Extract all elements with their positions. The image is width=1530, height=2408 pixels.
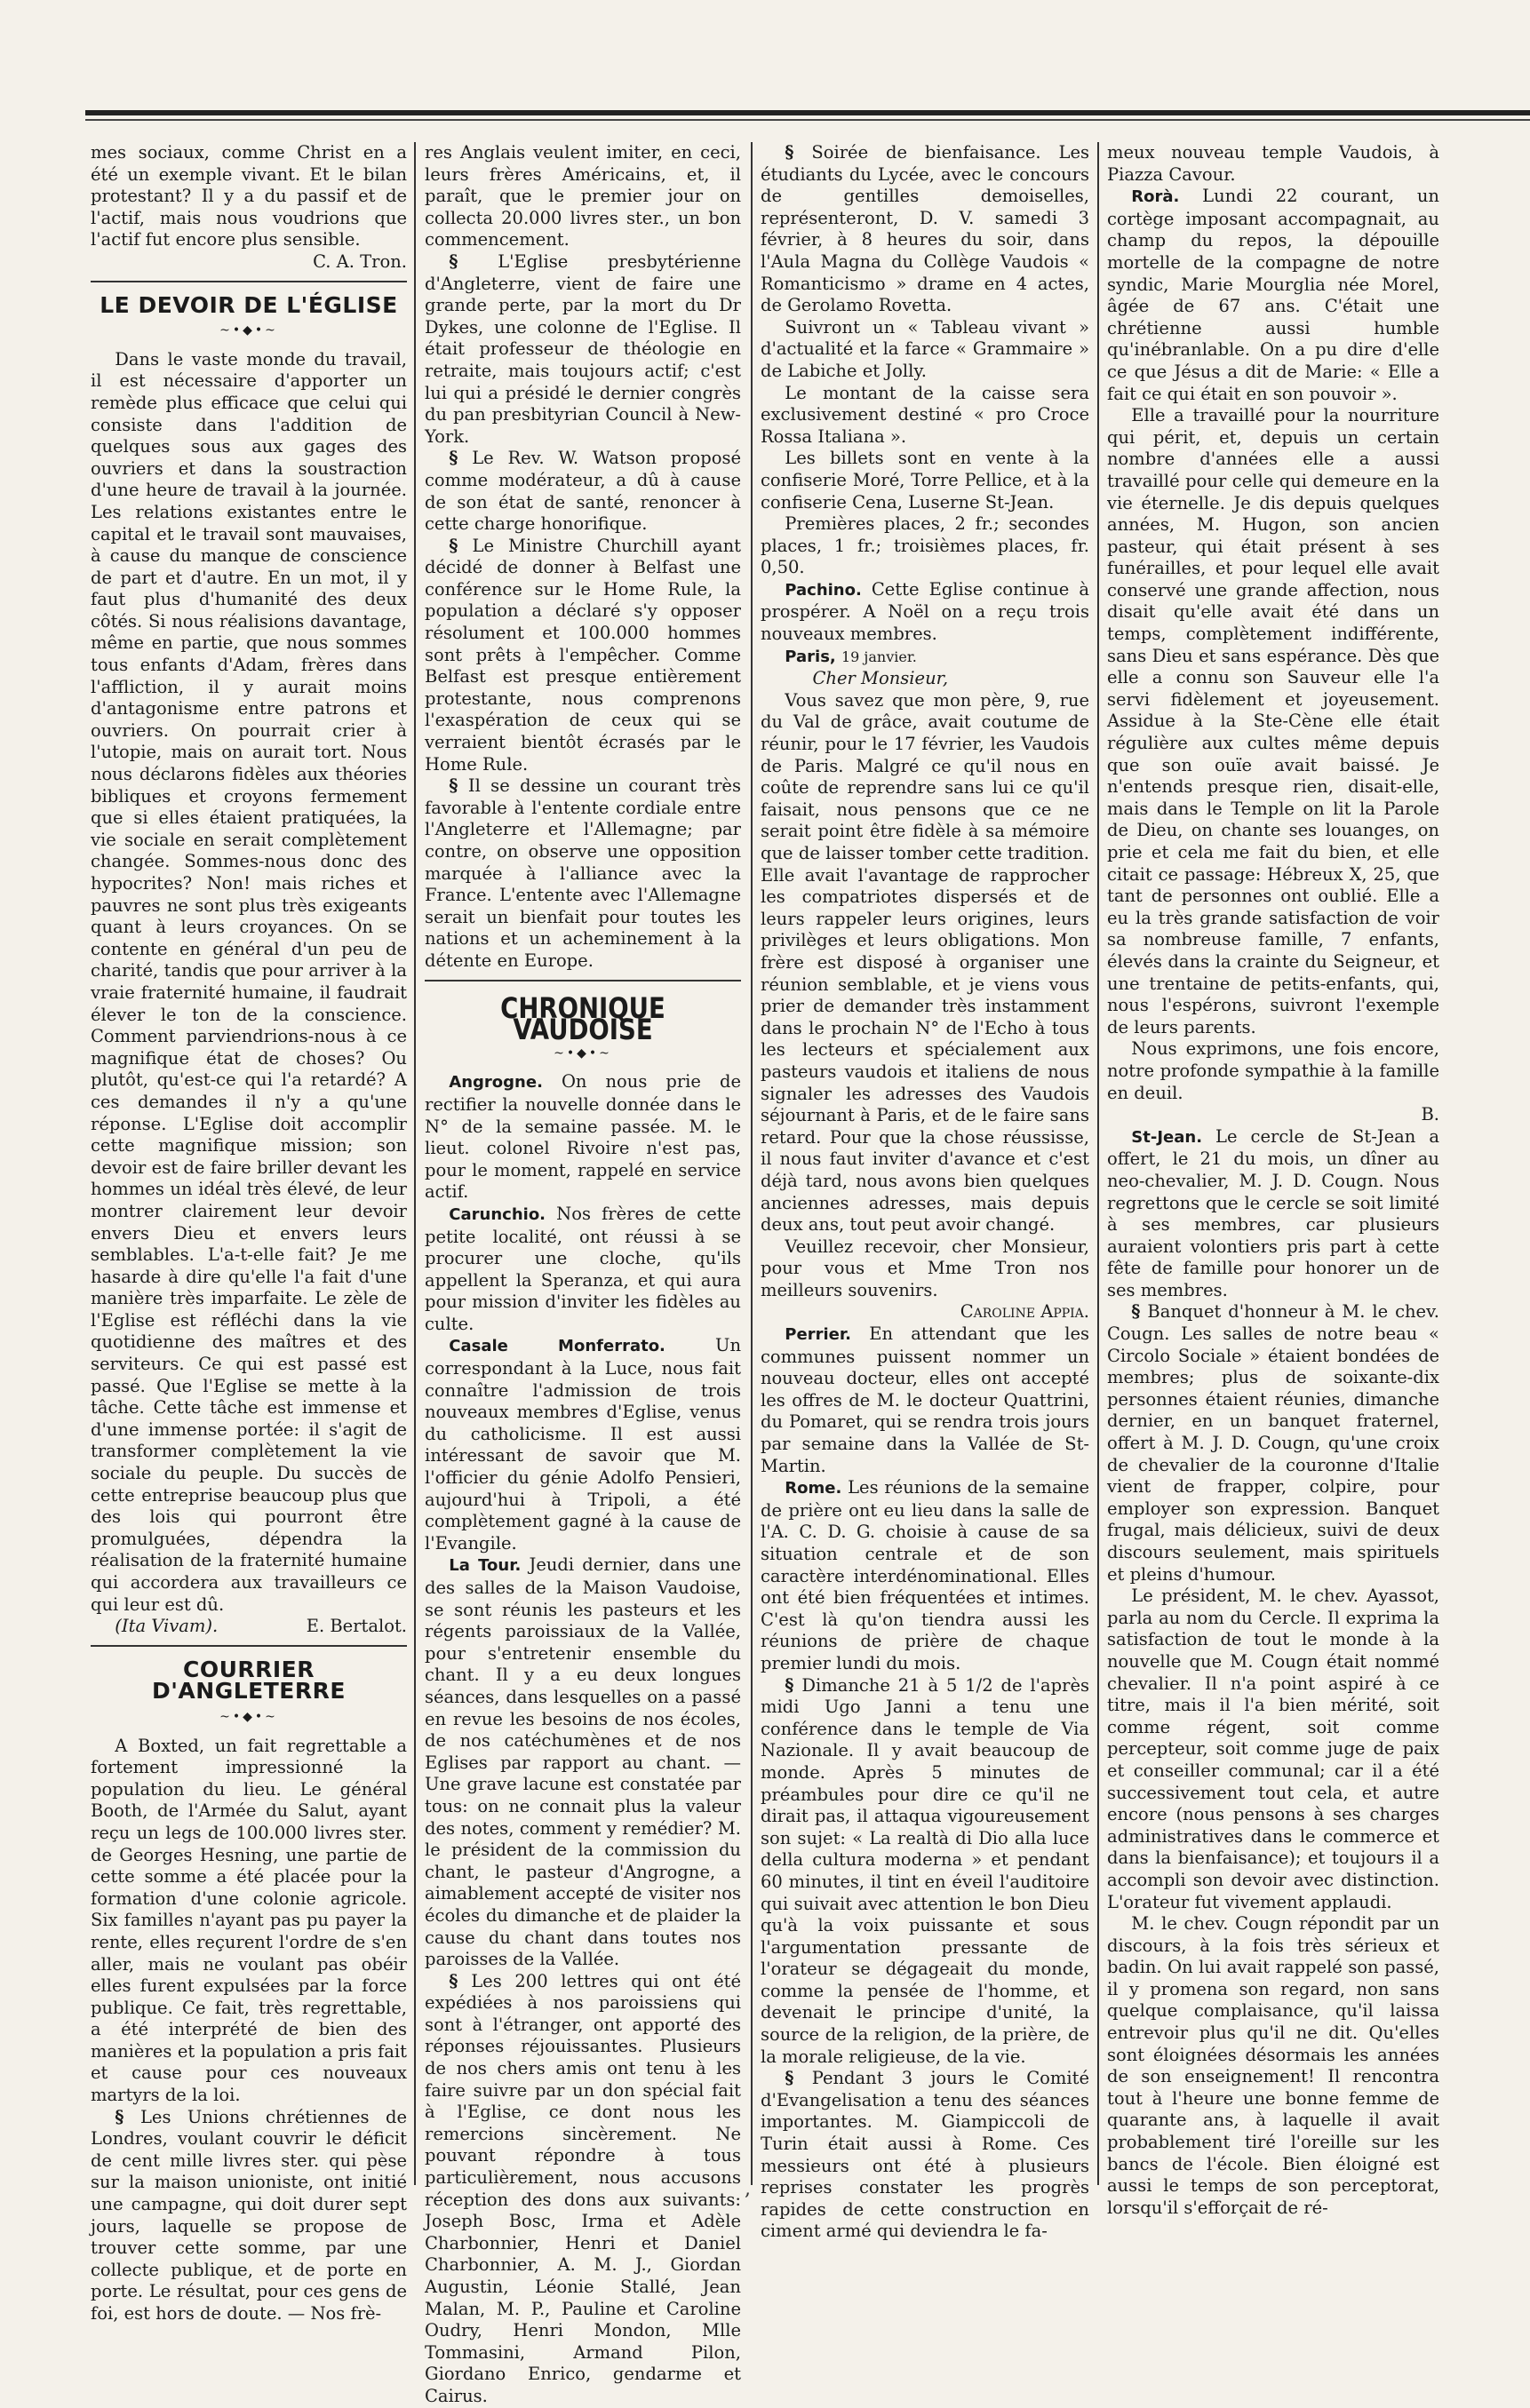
news-item: Premières places, 2 fr.; secondes places, 1 fr.; troisièmes places, fr. 0,50.	[761, 513, 1089, 578]
print-mark: ,	[745, 2178, 751, 2200]
article-text: mes sociaux, comme Christ en a été un exemple vivant. Et le bilan protestant? Il y a du passif et de l'actif, mais nous voudrions que l'actif fut encore plus sensible.	[91, 142, 407, 250]
article-text: § Le Ministre Churchill ayant décidé de donner à Belfast une conférence sur le Home Rule, la population a déclaré s'y opposer résolument et 100.000 hommes sont prêts à l'empêcher. Comme Belfast est presque entièrement protestante, nous comprenons l'exaspération de ceux qui se verraient bientôt écrasés par le Home Rule.	[425, 535, 742, 775]
signature: C. A. Tron.	[313, 250, 407, 272]
column-2	[425, 142, 742, 2406]
article-text: § Le Rev. W. Watson proposé comme modérateur, a dû à cause de son état de santé, renoncer à cette charge honorifique.	[425, 448, 742, 535]
news-item: Rome. Les réunions de la semaine de prière ont eu lieu dans la salle de l'A. C. D. G. choisie à cause de sa situation centrale et de son caractère interdénominational. Elles ont été bien fréquentées et intimes. C'est là qu'on tiendra aussi les réunions de prière de chaque premier lundi du mois.	[761, 1477, 1090, 1673]
article-text: A Boxted, un fait regrettable a fortement impressionné la population du lieu. Le général Booth, de l'Armée du Salut, ayant reçu un legs de 100.000 livres ster. de Georges Hesning, une partie de cette somme a été placée pour la formation d'une colonie agricole. Six familles n'ayant pas pu payer la rente, elles reçurent l'ordre de s'en aller, mais ne voulant pas obéir elles furent expulsées par la force publique. Ce fait, très regrettable, a été interprété de bien des manières et la population a pris fait et cause pour ces nouveaux martyrs de la loi.	[91, 1735, 407, 2106]
source: (Ita Vivam).	[115, 1616, 219, 1637]
article-heading: LE DEVOIR DE L'ÉGLISE	[100, 291, 398, 318]
letter-text: Vous savez que mon père, 9, rue du Val de grâce, avait coutume de réunir, pour le 17 février, les Vaudois de Paris. Malgré ce qu'il nous en coûte de reprendre sans lui ce qu'il faisait, nous pensons que ce ne serait point être fidèle à sa mémoire que de laisser tomber cette tradition. Elle avait l'avantage de rapprocher les compatriotes dispersés et de leurs rappeler leurs origines, leurs privilèges et leurs obligations. Mon frère est disposé à organiser une réunion semblable, et je viens vous prier de demander très instamment dans le prochain N° de l'Echo à tous les lecteurs et spécialement aux pasteurs vaudois et italiens de nous signaler les adresses des Vaudois séjournant à Paris, et de le faire sans retard. Pour que la chose réussisse, il nous faut inviter d'avance et c'est déjà tard, nous avons bien quelques anciennes adresses, mais depuis deux ans, tout peut avoir changé.	[761, 689, 1089, 1236]
news-item: Perrier. En attendant que les communes puissent nommer un nouveau docteur, elles ont accepté les offres de M. le docteur Quattrini, du Pomaret, qui se rendra trois jours par semaine dans la Vallée de St-Martin.	[761, 1323, 1090, 1476]
signature: E. Bertalot.	[306, 1616, 407, 1637]
article-text: § Les Unions chrétiennes de Londres, voulant couvrir le déficit de cent mille livres ster. qui pèse sur la maison unioniste, ont initié une campagne, qui doit durer sept jours, laquelle se propose de trouver cette somme, par une collecte publique, et de porte en porte. Le résultat, pour ces gens de foi, est hors de doute. — Nos frè-	[91, 2106, 407, 2324]
top-rule	[85, 110, 1530, 115]
paragraph-mark-icon: §	[449, 250, 458, 272]
signature-line	[761, 1301, 1089, 1323]
article-text: res Anglais veulent imiter, en ceci, leurs frères Américains, et, il paraît, que le premier jour on collecta 20.000 livres ster., un bon commencement.	[425, 142, 741, 250]
ornament-icon: ~•◆•~	[219, 323, 278, 338]
signature: Caroline Appia.	[960, 1301, 1089, 1323]
news-item: § Les 200 lettres qui ont été expédiées à nos paroissiens qui sont à l'étranger, ont apporté des réponses réjouissantes. Plusieurs de nos chers amis ont tenu à les faire suivre par un don spécial fait à l'Eglise, ce dont nous les remercions sincèrement. Ne pouvant répondre à tous particulièrement, nous accusons réception des dons aux suivants: Joseph Bosc, Irma et Adèle Charbonnier, Henri et Daniel Charbonnier, A. M. J., Giordan Augustin, Léonie Stallé, Jean Malan, M. P., Pauline et Caroline Oudry, Henri Mondon, Mlle Tommasini, Armand Pilon, Giordano Enrico, gendarme et Cairus.	[425, 1970, 742, 2406]
news-item: § Pendant 3 jours le Comité d'Evangelisation a tenu des séances importantes. M. Giampiccoli de Turin était aussi à Rome. Ces messieurs ont été à plusieurs reprises constater les progrès rapides de cette construction en ciment armé qui deviendra le fa-	[761, 2068, 1090, 2242]
news-item: Angrogne. On nous prie de rectifier la nouvelle donnée dans le N° de la semaine passée. M. le lieut. colonel Rivoire n'est pas, pour le moment, rappelé en service actif.	[425, 1071, 741, 1203]
news-item: M. le chev. Cougn répondit par un discours, à la fois très sérieux et badin. On lui avait rappelé son passé, il y promena son regard, non sans quelque complaisance, qu'il laissa entrevoir plus qu'il ne dit. Qu'elles sont éloignées désormais les années de son enseignement! Il rencontra tout à l'heure une bonne femme de quarante ans, à laquelle il avait probablement tiré l'oreille sur les bancs de l'école. Bien éloigné est aussi le temps de son perceptorat, lorsqu'il s'efforçait de ré-	[1107, 1913, 1439, 2218]
column-3	[761, 142, 1090, 2242]
news-item: La Tour. Jeudi dernier, dans une des salles de la Maison Vaudoise, se sont réunis les pasteurs et les régents paroissiaux de la Vallée, pour s'entretenir ensemble du chant. Il y a eu deux longues séances, dans lesquelles on a passé en revue les besoins de nos écoles, de nos catéchumènes et de nos Eglises par rapport au chant. — Une grave lacune est constatée par tous: on ne connait plus la valeur des notes, comment y remédier? M. le président de la commission du chant, le pasteur d'Angrogne, a aimablement accepté de visiter nos écoles du dimanche et de plaider la cause du chant dans toutes nos paroisses de la Vallée.	[425, 1554, 741, 1970]
ornament-icon: ~•◆•~	[554, 1045, 612, 1061]
column-divider	[1097, 142, 1099, 2185]
section-heading: CHRONIQUE VAUDOISE	[500, 990, 665, 1047]
signature-line	[1107, 1104, 1439, 1126]
paragraph-mark-icon: §	[785, 2068, 794, 2089]
news-item: Casale Monferrato. Un correspondant à la Luce, nous fait connaître l'admission de trois nouveaux membres d'Eglise, venus du catholicisme. Il est aussi intéressant de savoir que M. l'officier du génie Adolfo Pensieri, aujourd'hui à Tripoli, a été complètement gagné à la cause de l'Evangile.	[425, 1335, 742, 1554]
news-item: meux nouveau temple Vaudois, à Piazza Cavour.	[1107, 142, 1439, 185]
section-rule	[91, 281, 407, 282]
news-item: Carunchio. Nos frères de cette petite localité, ont réussi à se procurer une cloche, qu'ils appellent la Speranza, et qui aura pour mission d'inviter les fidèles au culte.	[425, 1203, 741, 1334]
paragraph-mark-icon: §	[785, 142, 794, 163]
news-item: Les billets sont en vente à la confiserie Moré, Torre Pellice, et à la confiserie Cena, Luserne St-Jean.	[761, 448, 1089, 513]
news-item: Le président, M. le chev. Ayassot, parla au nom du Cercle. Il exprima la satisfaction de tout le monde à la nouvelle que M. Cougn était nommé chevalier. Il n'a point aspiré à ce titre, mais il l'a bien mérité, soit comme régent, soit comme percepteur, soit comme juge de paix et conseiller communal; car il a été successivement tout cela, et autre encore (nous pensons à ses charges administratives dans le commerce et dans la bienfaisance); et toujours il a accompli son devoir avec distinction. L'orateur fut vivement applaudi.	[1107, 1585, 1439, 1912]
article-text: § L'Eglise presbytérienne d'Angleterre, vient de faire une grande perte, par la mort du Dr Dykes, une colonne de l'Eglise. Il était professeur de théologie en retraite, mais toujours actif; c'est lui qui a présidé le dernier congrès du pan presbityrian Council à New-York.	[425, 250, 741, 447]
news-item: Suivront un « Tableau vivant » d'actualité et la farce « Grammaire » de Labiche et Jolly.	[761, 316, 1089, 381]
news-item: Pachino. Cette Eglise continue à prospérer. A Noël on a reçu trois nouveaux membres.	[761, 578, 1089, 645]
news-item: Elle a travaillé pour la nourriture qui périt, et, depuis un certain nombre d'années elle a aussi travaillé pour celle qui demeure en la vie éternelle. Je dis depuis quelques années, M. Hugon, son ancien pasteur, qui était présent à ses funérailles, et pour lequel elle avait conservé une grande affection, nous disait qu'elle avait été dans un temps, complètement indifférente, sans Dieu et sans espérance. Dès que elle a connu son Sauveur elle l'a servi fidèlement et joyeusement. Assidue à la Ste-Cène elle était régulière aux cultes même depuis que son ouïe avait baissé. Je n'entends presque rien, disait-elle, mais dans le Temple on lit la Parole de Dieu, on chante ses louanges, on prie et cela me fait du bien, et elle citait ce passage: Hébreux X, 25, que tant de personnes ont oublié. Elle a eu la très grande satisfaction de voir sa nombreuse famille, 7 enfants, élevés dans la crainte du Seigneur, et une trentaine de petits-enfants, qui, nous l'espérons, suivront l'exemple de leurs parents.	[1107, 405, 1439, 1037]
article-text: § Il se dessine un courant très favorable à l'entente cordiale entre l'Angleterre et l'Allemagne; par contre, on observe une opposition marquée à l'alliance avec la France. L'entente avec l'Allemagne serait un bienfait pour toutes les nations et un acheminement à la détente en Europe.	[425, 775, 741, 971]
column-divider	[414, 142, 416, 2185]
paragraph-mark-icon: §	[449, 535, 458, 556]
news-item: Nous exprimons, une fois encore, notre profonde sympathie à la famille en deuil.	[1107, 1038, 1439, 1103]
news-item: § Banquet d'honneur à M. le chev. Cougn. Les salles de notre beau « Circolo Sociale » étaient bondées de membres; plus de soixante-dix personnes étaient réunies, dimanche dernier, en un banquet fraternel, offert à M. J. D. Cougn, qu'une croix de chevalier de la couronne d'Italie vient de frapper, colpire, pour employer son expression. Banquet frugal, mais délicieux, suivi de deux discours seulement, mais spirituels et pleins d'humour.	[1107, 1301, 1440, 1585]
paragraph-mark-icon: §	[449, 1970, 458, 1991]
top-rule-thin	[85, 119, 1530, 121]
paragraph-mark-icon: §	[785, 1674, 794, 1696]
paragraph-mark-icon: §	[449, 775, 458, 797]
ornament-icon: ~•◆•~	[219, 1709, 278, 1724]
letter-text: Veuillez recevoir, cher Monsieur, pour vous et Mme Tron nos meilleurs souvenirs.	[761, 1236, 1089, 1300]
signature: B.	[1421, 1104, 1439, 1125]
signature-line	[91, 1616, 407, 1638]
section-rule	[91, 1645, 407, 1647]
news-item: Paris, 19 janvier.	[785, 647, 917, 666]
paragraph-mark-icon: §	[115, 2106, 124, 2127]
column-divider	[751, 142, 753, 2185]
paragraph-mark-icon: §	[449, 448, 458, 469]
news-item: St-Jean. Le cercle de St-Jean a offert, le 21 du mois, un dîner au neo-chevalier, M. J. D. Cougn. Nous regrettons que le cercle se soit limité à ses membres, car plusieurs auraient volontiers pris part à cette fête de famille pour honorer un de ses membres.	[1107, 1125, 1439, 1300]
news-item: Rorà. Lundi 22 courant, un cortège imposant accompagnait, au champ du repos, la dépouille mortelle de la compagne de notre syndic, Marie Mourglia née Morel, âgée de 67 ans. C'était une chrétienne aussi humble qu'inébranlable. On a pu dire d'elle ce que Jésus a dit de Marie: « Elle a fait ce qui était en son pouvoir ».	[1107, 186, 1439, 404]
news-item: § Dimanche 21 à 5 1/2 de l'après midi Ugo Janni a tenu une conférence dans le temple de Via Nazionale. Il y avait beaucoup de monde. Après 5 minutes de préambules pour dire ce qu'il ne dirait pas, il attaqua vigoureusement son sujet: « La realtà di Dio alla luce della cultura moderna » et pendant 60 minutes, il tint en éveil l'auditoire qui suivait avec attention le bon Dieu qu'à la voix puissante et sous l'argumentation pressante de l'orateur se dégageait du monde, comme la pensée de l'homme, et devenait le principe d'unité, la source de la religion, de la prière, de la morale religieuse, de la vie.	[761, 1674, 1089, 2067]
article-text: Dans le vaste monde du travail, il est nécessaire d'apporter un remède plus efficace que celui qui consiste dans l'addition de quelques sous aux gages des ouvriers et dans la soustraction d'une heure de travail à la journée. Les relations existantes entre le capital et le travail sont mauvaises, à cause du manque de conscience de part et d'autre. En un mot, il y faut plus d'humanité des deux côtés. Si nous réalisions davantage, même en partie, que nous sommes tous enfants d'Adam, frères dans l'affliction, il y aurait moins d'antagonisme entre patrons et ouvriers. On pourrait crier à l'utopie, mais on aurait tort. Nous nous déclarons fidèles aux théories bibliques et croyons fermement que si elles étaient pratiquées, la vie sociale en serait complètement changée. Sommes-nous donc des hypocrites? Non! mais riches et pauvres ne sont plus très exigeants quant à leurs croyances. On se contente en général d'un peu de charité, tandis que pour arriver à la vraie fraternité humaine, il faudrait élever le ton de la conscience. Comment parviendrions-nous à ce magnifique état de choses? Ou plutôt, qu'est-ce qui l'a retardé? A ces demandes il n'y a qu'une réponse. L'Eglise doit accomplir cette magnifique mission; son devoir est de faire briller devant les hommes un idéal très élevé, de leur montrer clairement leur devoir envers Dieu et envers leurs semblables. L'a-t-elle fait? Je me hasarde à dire qu'elle l'a fait d'une manière très imparfaite. Le zèle de l'Eglise est réfléchi dans la vie quotidienne des maîtres et des serviteurs. Ce qui est passé est passé. Que l'Eglise se mette à la tâche. Cette tâche est immense et d'une immense portée: il s'agit de transformer complètement la vie sociale du peuple. Du succès de cette entreprise beaucoup plus que des lois qui pourront être promulguées, dépendra la réalisation de la fraternité humaine qui accordera aux travailleurs ce qui leur est dû.	[91, 348, 407, 1615]
column-4	[1107, 142, 1440, 2218]
article-heading: COURRIER D'ANGLETERRE	[152, 1656, 346, 1705]
letter-salutation: Cher Monsieur,	[812, 668, 949, 689]
section-rule	[425, 980, 741, 981]
news-item: Le montant de la caisse sera exclusivement destiné « pro Croce Rossa Italiana ».	[761, 382, 1089, 447]
signature-line	[91, 251, 407, 274]
paragraph-mark-icon: §	[1131, 1301, 1141, 1323]
column-1	[91, 142, 407, 2324]
news-item: § Soirée de bienfaisance. Les étudiants du Lycée, avec le concours de gentilles demoiselles, représenteront, D. V. samedi 3 février, à 8 heures du soir, dans l'Aula Magna du Collège Vaudois « Romanticismo » drame en 4 actes, de Gerolamo Rovetta.	[761, 142, 1089, 316]
